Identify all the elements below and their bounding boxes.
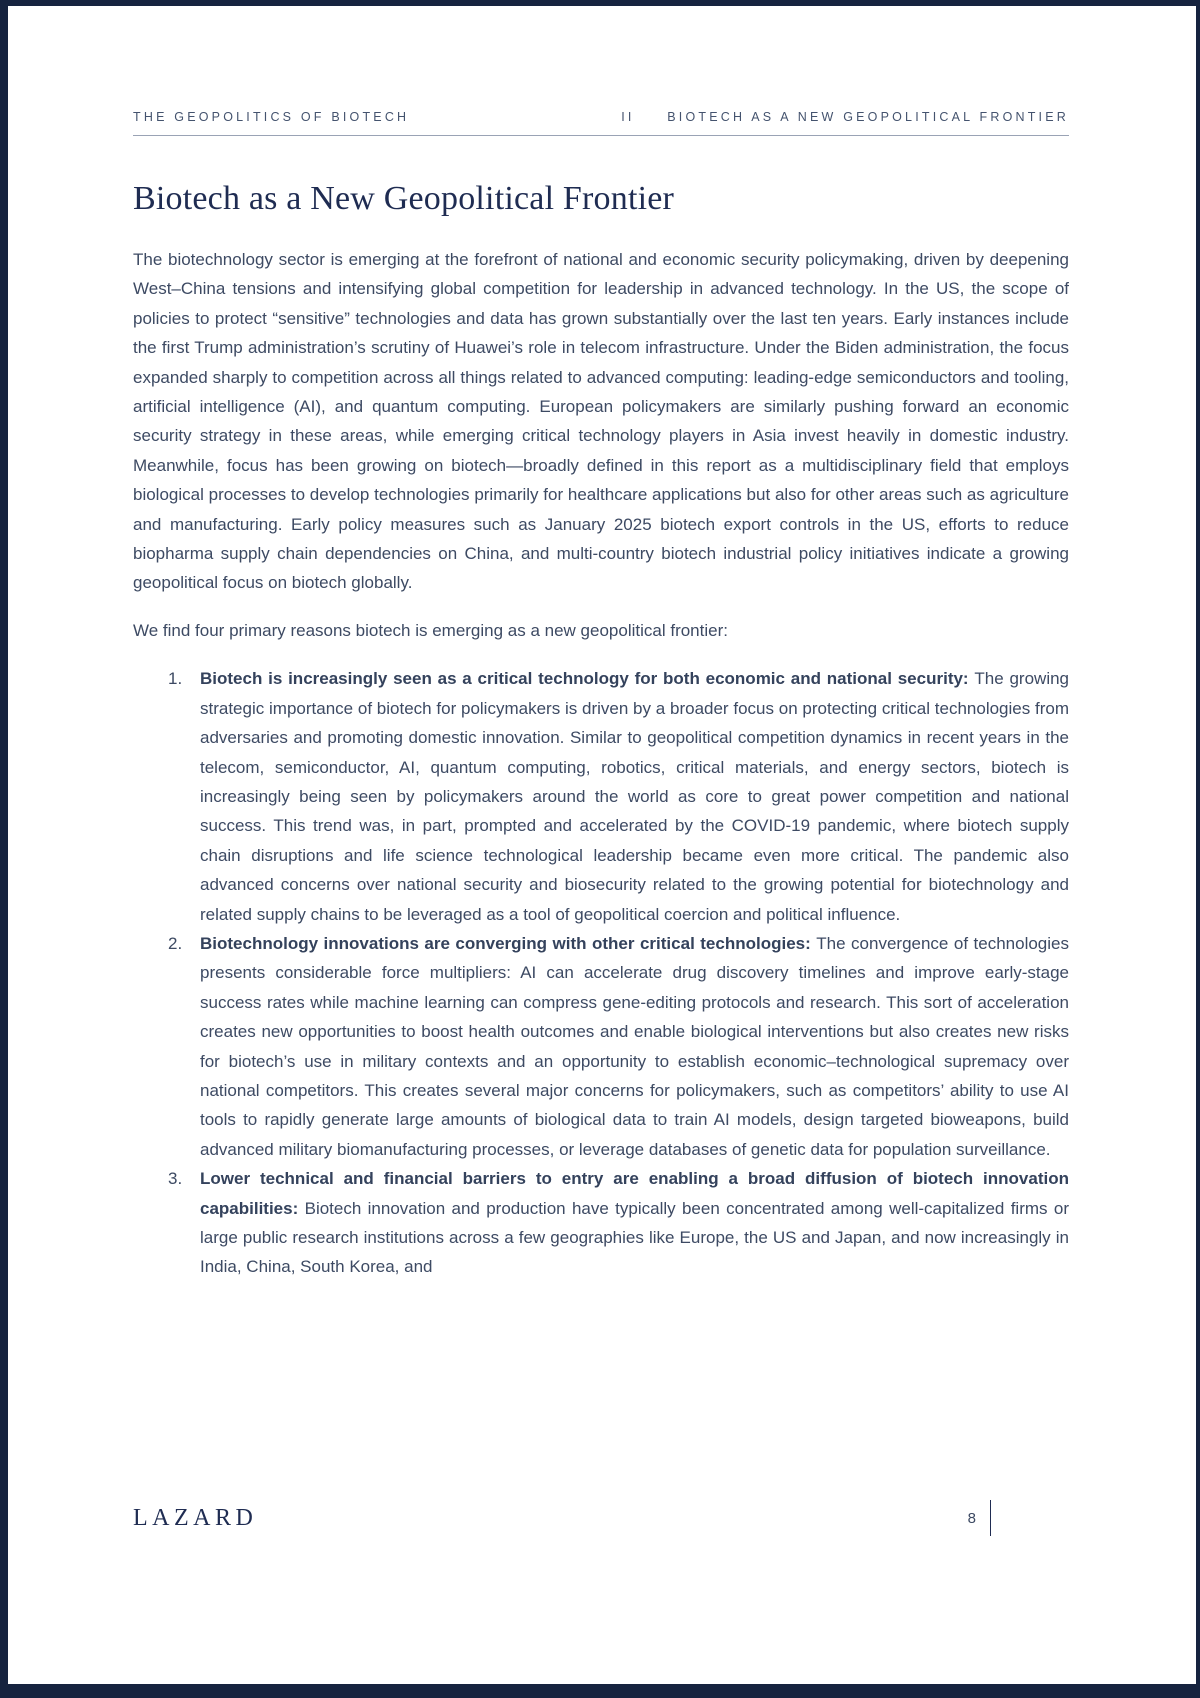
list-item — [133, 664, 1069, 929]
page-title: Biotech as a New Geopolitical Frontier — [133, 180, 675, 217]
document-page — [8, 6, 1196, 1684]
list-item-text: The convergence of technologies presents considerable force multipliers: AI can accelerate drug discovery timelines and improve early-stage success rates while machine learning can compress gene-editing protocols and research. This sort of acceleration creates new opportunities to boost health outcomes and enable biological interventions but also creates new risks for biotech’s use in military contexts and an opportunity to establish economic–technological supremacy over national competitors. This creates several major concerns for policymakers, such as competitors’ ability to use AI tools to rapidly generate large amounts of biological data to train AI models, design targeted bioweapons, build advanced military biomanufacturing processes, or leverage databases of genetic data for population surveillance. — [200, 933, 1069, 1159]
header-rule — [133, 135, 1069, 136]
running-header-right — [621, 110, 1069, 124]
list-item — [133, 929, 1069, 1164]
list-item-text: The growing strategic importance of biotech for policymakers is driven by a broader focus on protecting critical technologies from adversaries and promoting domestic innovation. Similar to geopolitical competition dynamics in recent years in the telecom, semiconductor, AI, quantum computing, robotics, critical materials, and energy sectors, biotech is increasingly being seen by policymakers around the world as core to great power competition and national success. This trend was, in part, prompted and accelerated by the COVID-19 pandemic, where biotech supply chain disruptions and life science technological leadership became even more critical. The pandemic also advanced concerns over national security and biosecurity related to the growing potential for biotechnology and related supply chains to be leveraged as a tool of geopolitical coercion and political influence. — [200, 669, 1070, 924]
body-copy — [133, 245, 1069, 1282]
list-item-text: Biotech innovation and production have typically been concentrated among well-capitalized firms or large public research institutions across a few geographies like Europe, the US and Japan, and now increasingly in India, China, South Korea, and — [200, 1198, 1069, 1277]
list-item-lead: Biotechnology innovations are converging with other critical technologies: — [200, 933, 817, 953]
list-item-number: 2. — [168, 933, 183, 953]
page-footer — [133, 1500, 1069, 1684]
list-item-lead: Lower technical and financial barriers to entry are enabling a broad diffusion of biotech innovation capabilities: — [200, 1169, 1069, 1218]
list-item-lead: Biotech is increasingly seen as a critical technology for both economic and national security: — [200, 669, 975, 689]
lazard-logo: LAZARD — [133, 1504, 258, 1531]
folio — [968, 1500, 991, 1536]
folio-divider — [990, 1500, 991, 1536]
page-number: 8 — [967, 1509, 976, 1527]
intro-paragraph: The biotechnology sector is emerging at the forefront of national and economic security policymaking, driven by deepening West–China tensions and intensifying global competition for leadership in advanced technology. In the US, the scope of policies to protect “sensitive” technologies and data has grown substantially over the last ten years. Early instances include the first Trump administration’s scrutiny of Huawei’s role in telecom infrastructure. Under the Biden administration, the focus expanded sharply to competition across all things related to advanced computing: leading-edge semiconductors and tooling, artificial intelligence (AI), and quantum computing. European policymakers are similarly pushing forward an economic security strategy in these areas, while emerging critical technology players in Asia invest heavily in domestic industry. Meanwhile, focus has been growing on biotech—broadly defined in this report as a multidisciplinary field that employs biological processes to develop technologies primarily for healthcare applications but also for other areas such as agriculture and manufacturing. Early policy measures such as January 2025 biotech export controls in the US, efforts to reduce biopharma supply chain dependencies on China, and multi-country biotech industrial policy initiatives indicate a growing geopolitical focus on biotech globally. — [133, 250, 1069, 593]
lead-paragraph: We find four primary reasons biotech is emerging as a new geopolitical frontier: — [133, 620, 728, 640]
running-header-right-label: BIOTECH AS A NEW GEOPOLITICAL FRONTIER — [667, 110, 1069, 124]
list-item — [133, 1164, 1069, 1282]
section-number: II — [621, 110, 635, 124]
running-header — [133, 110, 1069, 124]
list-item-number: 1. — [168, 669, 183, 689]
running-header-left: THE GEOPOLITICS OF BIOTECH — [133, 110, 410, 124]
list-item-number: 3. — [168, 1169, 183, 1189]
numbered-list — [133, 664, 1069, 1282]
